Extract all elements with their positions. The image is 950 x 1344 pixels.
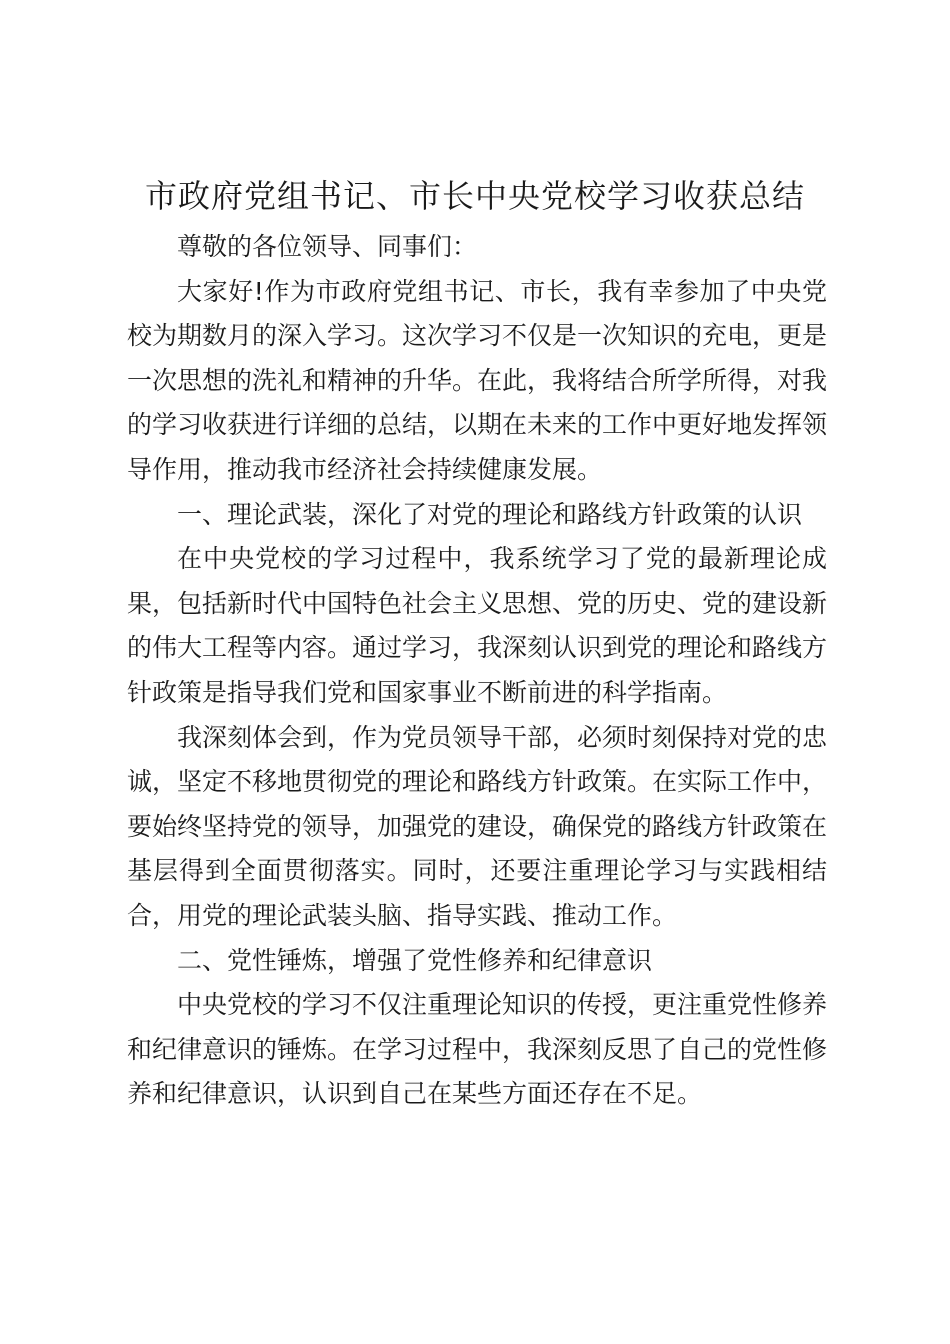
salutation: 尊敬的各位领导、同事们：: [177, 232, 478, 261]
section-heading-1: 一、理论武装，深化了对党的理论和路线方针政策的认识: [177, 499, 803, 529]
paragraph-theory-2: 我深刻体会到，作为党员领导干部，必须时刻保持对党的忠诚，坚定不移地贯彻党的理论和路线方针政策。在实际工作中，要始终坚持党的领导，加强党的建设，确保党的路线方针政策在基层得到全面贯彻落实。同时，还要注重理论学习与实践相结合，用党的理论武装头脑、指导实践、推动工作。: [127, 722, 828, 930]
document-body: [127, 225, 827, 1117]
paragraph-theory-1: 在中央党校的学习过程中，我系统学习了党的最新理论成果，包括新时代中国特色社会主义思想、党的历史、党的建设新的伟大工程等内容。通过学习，我深刻认识到党的理论和路线方针政策是指导我们党和国家事业不断前进的科学指南。: [127, 544, 828, 707]
section-heading-2: 二、党性锤炼，增强了党性修养和纪律意识: [177, 945, 653, 975]
paragraph-intro: 大家好!作为市政府党组书记、市长，我有幸参加了中央党校为期数月的深入学习。这次学习不仅是一次知识的充电，更是一次思想的洗礼和精神的升华。在此，我将结合所学所得，对我的学习收获进行详细的总结，以期在未来的工作中更好地发挥领导作用，推动我市经济社会持续健康发展。: [127, 276, 828, 484]
document-title: 市政府党组书记、市长中央党校学习收获总结: [144, 177, 805, 215]
paragraph-party-spirit: 中央党校的学习不仅注重理论知识的传授，更注重党性修养和纪律意识的锤炼。在学习过程中，我深刻反思了自己的党性修养和纪律意识，认识到自己在某些方面还存在不足。: [127, 990, 828, 1109]
